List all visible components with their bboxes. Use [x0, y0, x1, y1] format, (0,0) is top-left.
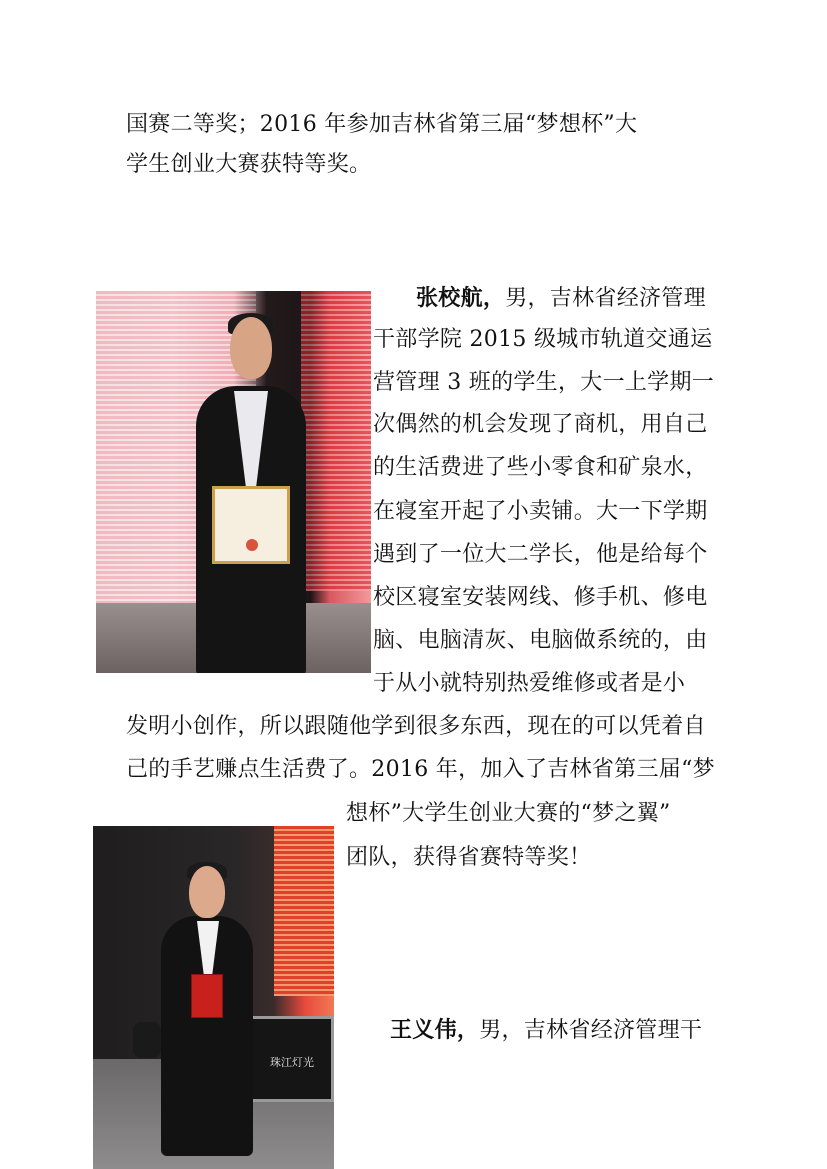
profile-line: 营管理 3 班的学生，大一上学期一 [373, 370, 715, 395]
profile-line: 的生活费进了些小零食和矿泉水， [373, 455, 708, 480]
profile-line: 遇到了一位大二学长，他是给每个 [373, 542, 708, 567]
profile-line: 在寝室开起了小卖铺。大一下学期 [373, 499, 708, 524]
profile-line: 团队，获得省赛特等奖！ [346, 845, 592, 870]
profile-intro: 男，吉林省经济管理干 [479, 1018, 703, 1043]
profile-first-line [416, 283, 706, 314]
profile-line: 干部学院 2015 级城市轨道交通运 [373, 327, 713, 352]
paragraph-line: 学生创业大赛获特等奖。 [126, 152, 372, 177]
profile-name: 王义伟， [390, 1017, 480, 1043]
profile-line: 次偶然的机会发现了商机，用自己 [373, 412, 708, 437]
profile-intro: 男，吉林省经济管理 [505, 286, 706, 311]
photo-zhang-xiaohang [96, 291, 371, 673]
paragraph-line: 国赛二等奖；2016 年参加吉林省第三届“梦想杯”大 [126, 112, 638, 137]
profile-line: 想杯”大学生创业大赛的“梦之翼” [346, 801, 671, 826]
profile-line: 校区寝室安装网线、修手机、修电 [373, 585, 708, 610]
profile-line: 发明小创作，所以跟随他学到很多东西，现在的可以凭着自 [126, 714, 706, 739]
profile-first-line [390, 1015, 702, 1046]
profile-line: 己的手艺赚点生活费了。2016 年，加入了吉林省第三届“梦 [126, 757, 715, 782]
photo-wang-yiwei [93, 826, 334, 1169]
case-logo-text: 珠江灯光 [270, 1056, 314, 1069]
profile-line: 脑、电脑清灰、电脑做系统的，由 [373, 628, 708, 653]
profile-name: 张校航， [416, 285, 506, 311]
profile-line: 于从小就特别热爱维修或者是小 [373, 671, 686, 696]
